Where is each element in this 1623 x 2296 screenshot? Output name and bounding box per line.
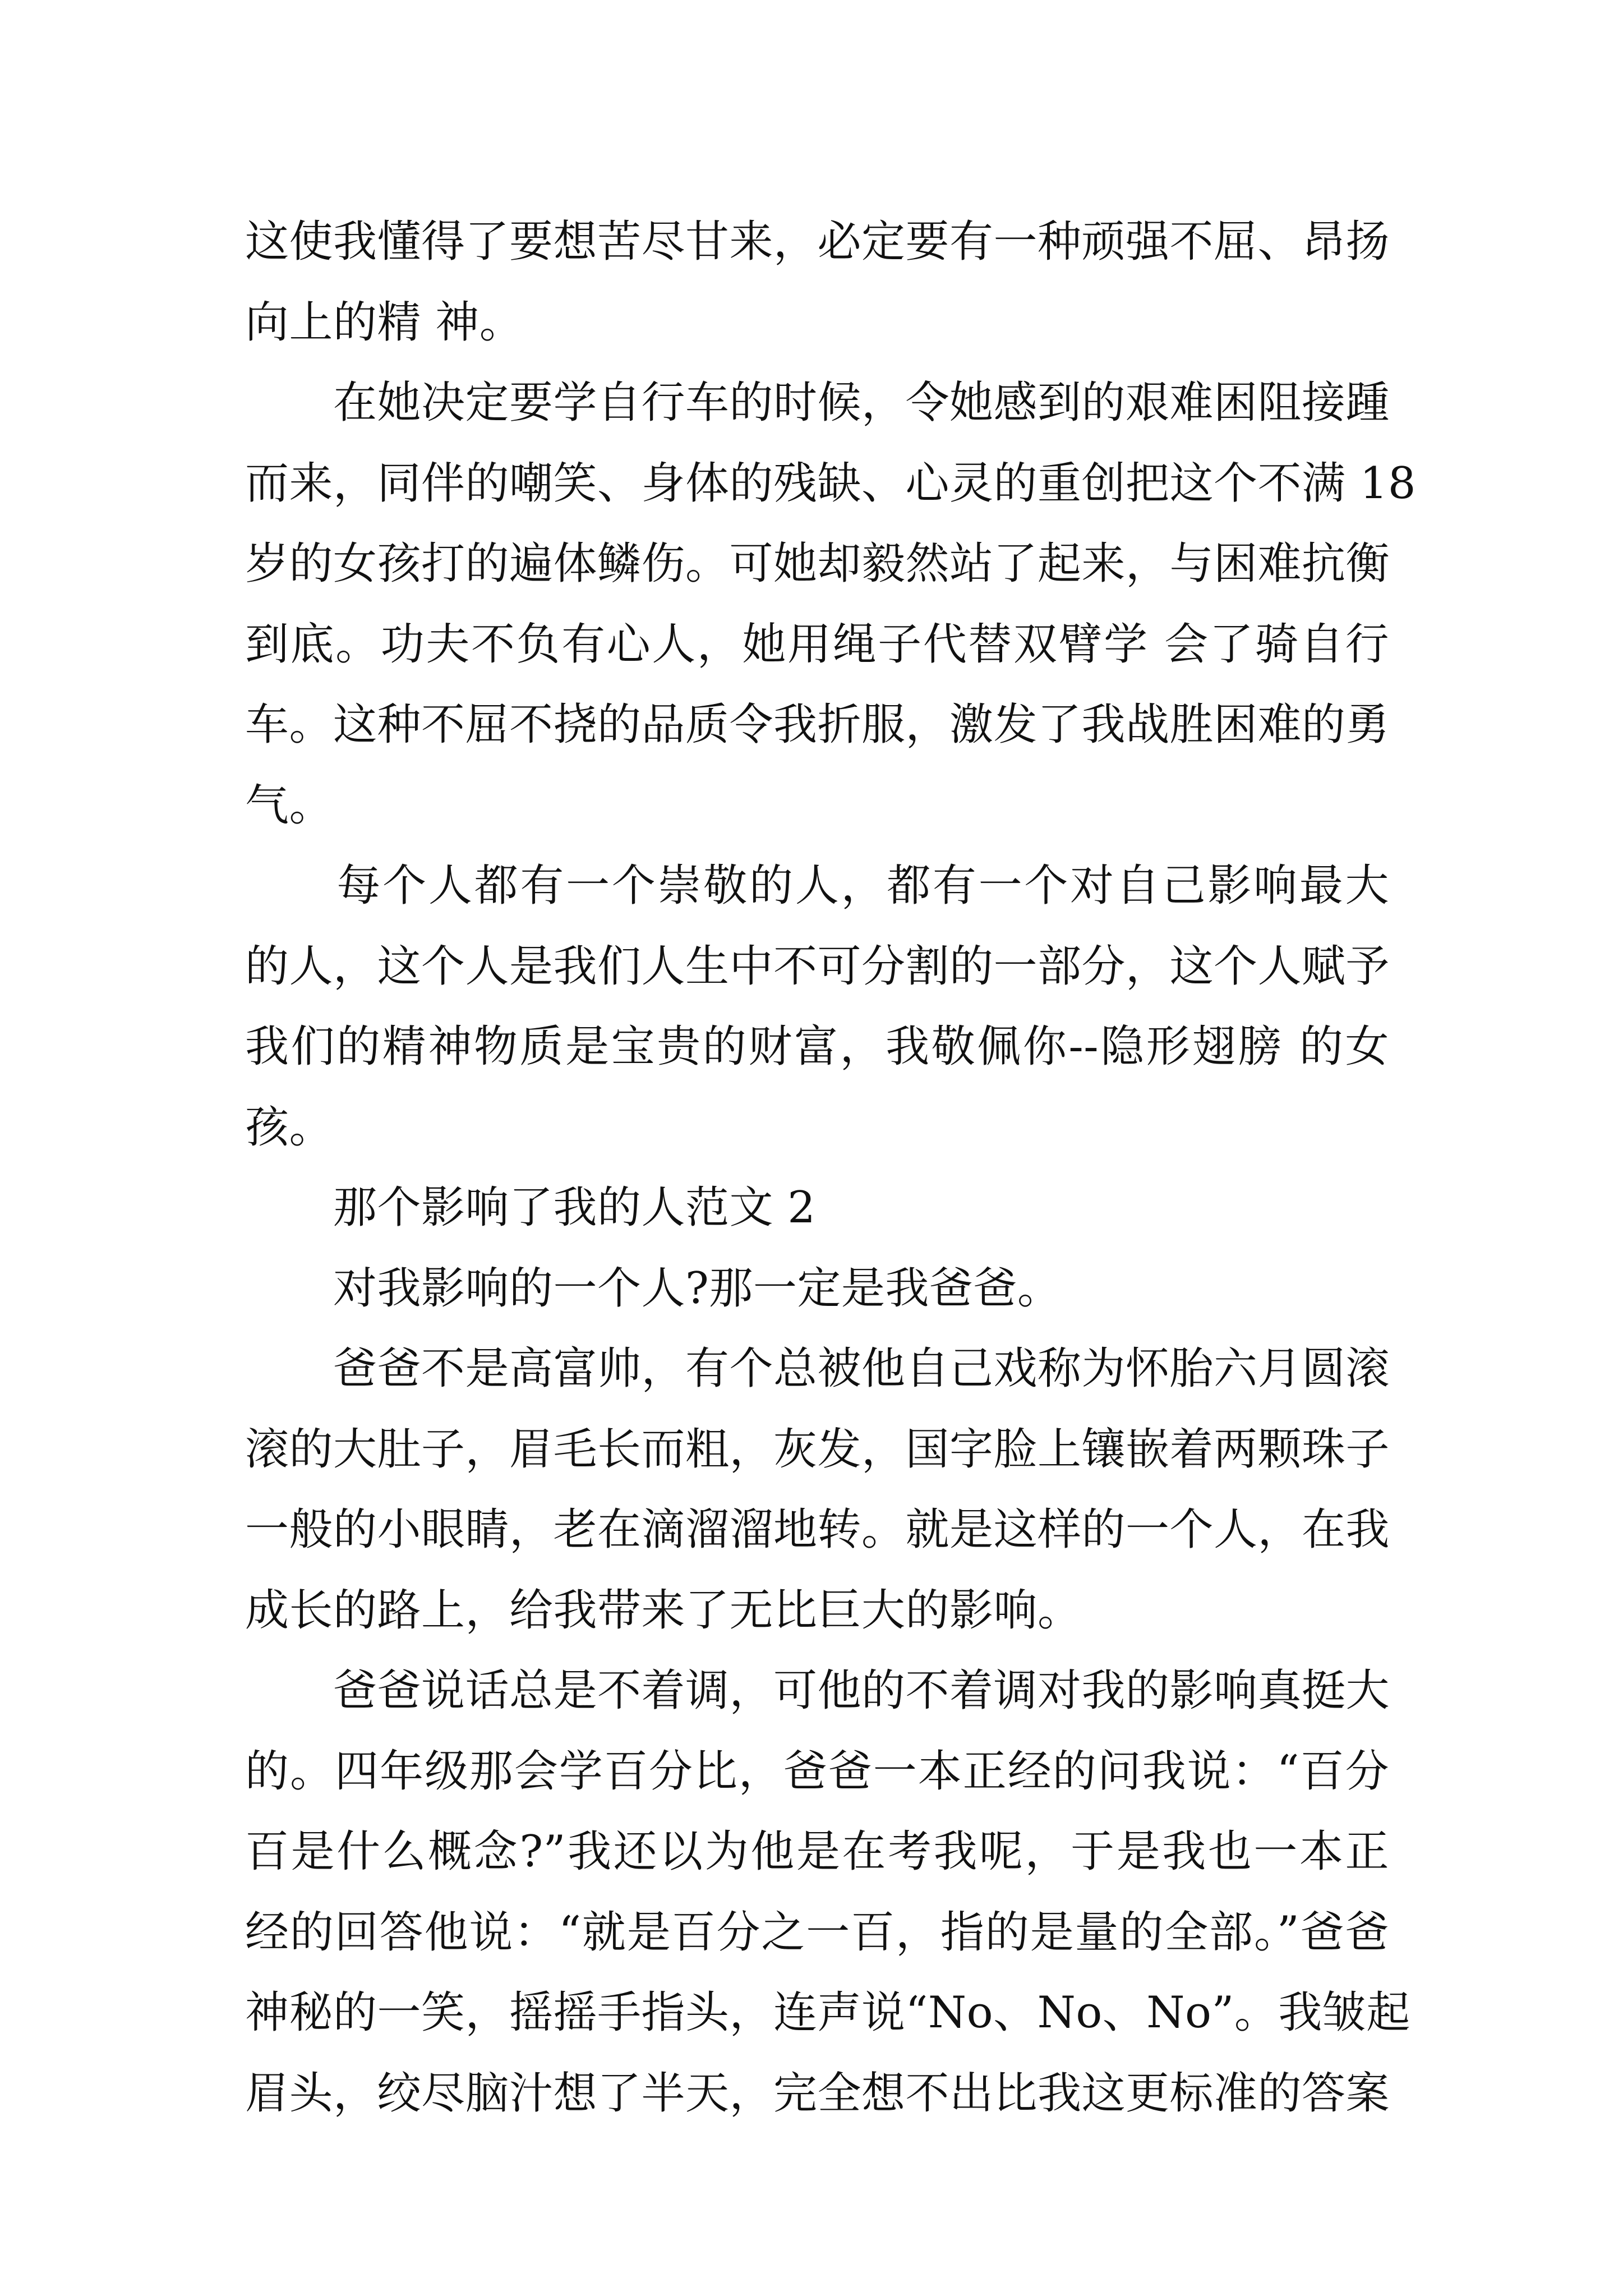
- paragraph-2: [245, 363, 1417, 846]
- text-line: 神秘的一笑，摇摇手指头，连声说“No、No、No”。我皱起: [245, 1987, 1410, 2038]
- text-line: 每个人都有一个崇敬的人，都有一个对自己影响最大: [245, 861, 1389, 911]
- document-body: [245, 202, 1417, 2134]
- paragraph-6: [245, 1329, 1389, 1651]
- text-line: 这使我懂得了要想苦尽甘来，必定要有一种顽强不屈、昂扬: [245, 217, 1390, 267]
- paragraph-5: [245, 1249, 1389, 1329]
- text-line: 眉头，绞尽脑汁想了半天，完全想不出比我这更标准的答案: [245, 2068, 1390, 2119]
- text-line: 的。四年级那会学百分比，爸爸一本正经的问我说：“百分: [245, 1746, 1389, 1797]
- text-line: 的人，这个人是我们人生中不可分割的一部分，这个人赋予: [245, 941, 1390, 992]
- text-line: 百是什么概念?”我还以为他是在考我呢，于是我也一本正: [245, 1826, 1389, 1877]
- text-line: 孩。: [245, 1102, 334, 1153]
- section-heading: [245, 1168, 1389, 1249]
- text-line: 那个影响了我的人范文 2: [245, 1182, 816, 1233]
- text-line: 滚的大肚子，眉毛长而粗，灰发，国字脸上镶嵌着两颗珠子: [245, 1424, 1390, 1475]
- paragraph-1: [245, 202, 1389, 363]
- text-line: 经的回答他说：“就是百分之一百，指的是量的全部。”爸爸: [245, 1907, 1389, 1958]
- text-line: 对我影响的一个人?那一定是我爸爸。: [245, 1263, 1062, 1314]
- text-line: 成长的路上，给我带来了无比巨大的影响。: [245, 1585, 1082, 1636]
- text-line: 车。这种不屈不挠的品质令我折服，激发了我战胜困难的勇: [245, 700, 1390, 750]
- text-line: 气。: [245, 780, 334, 831]
- text-line: 向上的精 神。: [245, 297, 524, 348]
- text-line: 爸爸说话总是不着调，可他的不着调对我的影响真挺大: [245, 1665, 1390, 1716]
- text-line: 爸爸不是高富帅，有个总被他自己戏称为怀胎六月圆滚: [245, 1343, 1390, 1394]
- text-line: 到底。功夫不负有心人，她用绳子代替双臂学 会了骑自行: [245, 619, 1389, 670]
- text-line: 而来，同伴的嘲笑、身体的残缺、心灵的重创把这个不满 18: [245, 458, 1417, 509]
- paragraph-7: [245, 1651, 1410, 2134]
- paragraph-3: [245, 846, 1389, 1168]
- text-line: 岁的女孩打的遍体鳞伤。可她却毅然站了起来，与困难抗衡: [245, 539, 1390, 589]
- text-line: 在她决定要学自行车的时候，令她感到的艰难困阻接踵: [245, 378, 1390, 428]
- text-line: 我们的精神物质是宝贵的财富，我敬佩你--隐形翅膀 的女: [245, 1022, 1389, 1072]
- text-line: 一般的小眼睛，老在滴溜溜地转。就是这样的一个人，在我: [245, 1504, 1390, 1555]
